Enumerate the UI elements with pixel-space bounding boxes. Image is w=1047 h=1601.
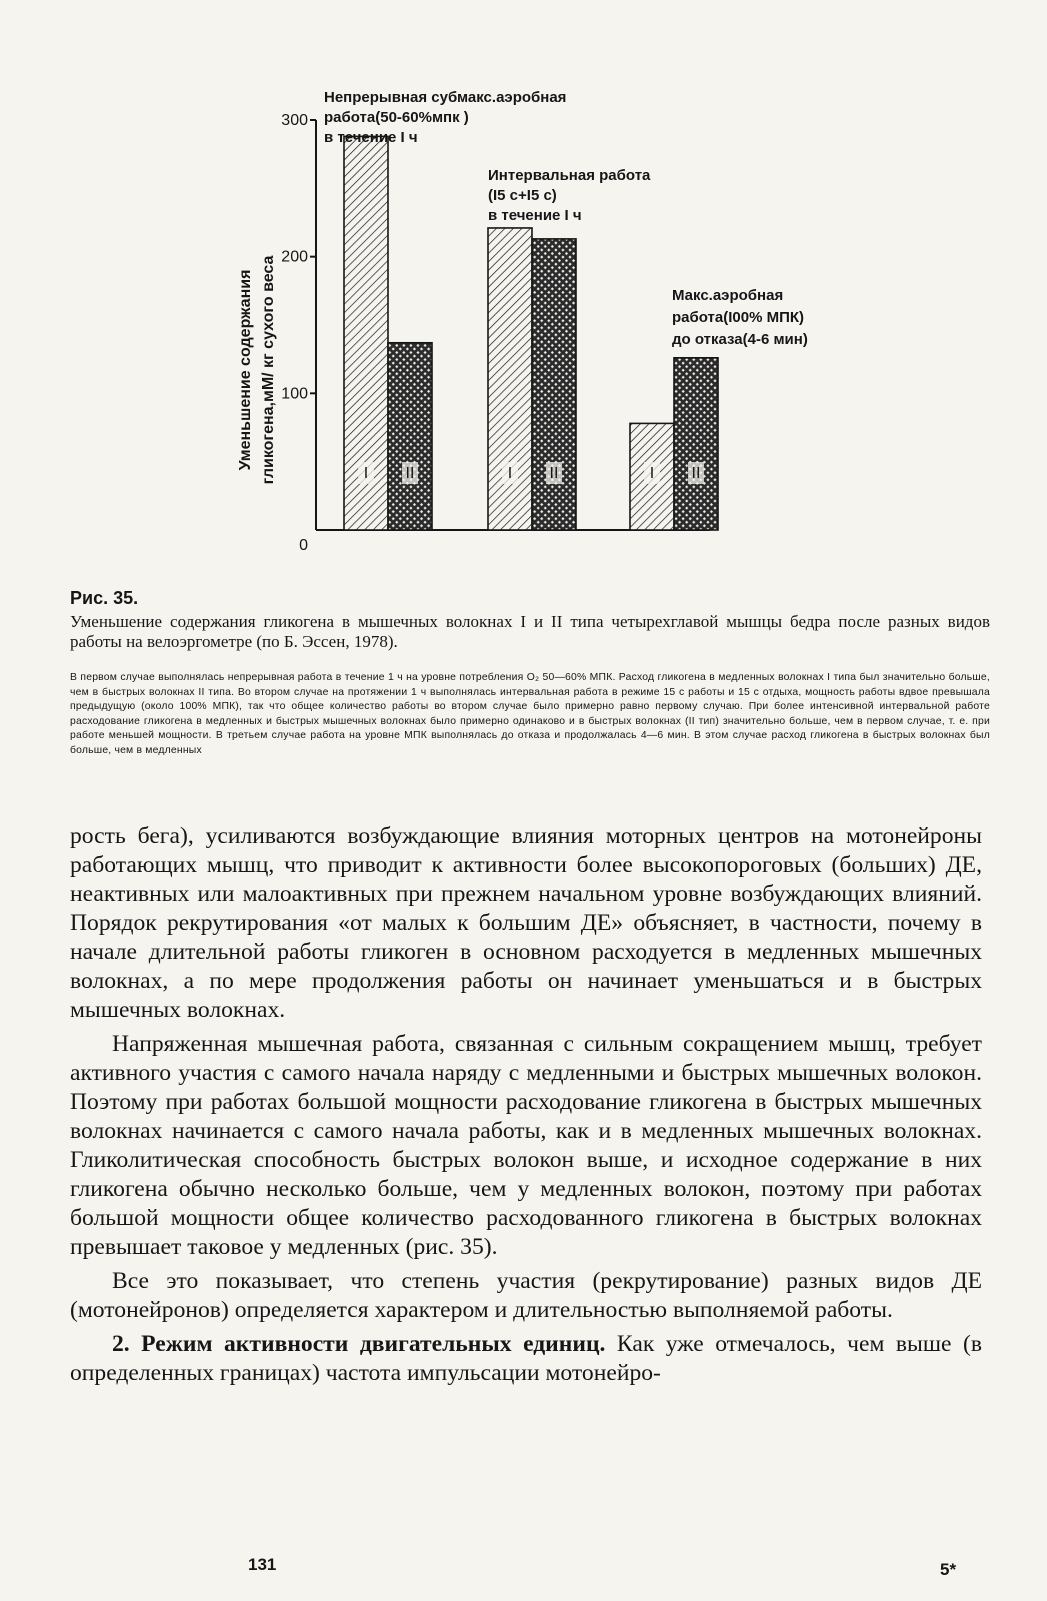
bar-type-label: I	[649, 465, 655, 482]
y-axis-label: гликогена,мМ/ кг сухого веса	[260, 255, 277, 485]
page-number: 131	[248, 1555, 277, 1574]
section-heading: 2. Режим активности двигательных единиц.	[112, 1331, 606, 1357]
condition-label-group-1: в течение I ч	[324, 129, 418, 146]
y-tick-label: 0	[299, 537, 308, 554]
condition-label-group-3: до отказа(4-6 мин)	[672, 331, 808, 348]
condition-label-group-1: Непрерывная субмакс.аэробная	[324, 89, 567, 106]
y-tick-label: 200	[281, 248, 308, 266]
condition-label-group-2: в течение I ч	[488, 207, 582, 224]
y-tick-label: 300	[281, 112, 308, 129]
figure-caption: Уменьшение содержания гликогена в мышечных волокнах I и II типа четырехглавой мышцы бедра после разных видов работы на велоэргометре (по Б. Эссен, 1978).	[70, 612, 990, 651]
glycogen-bar-chart	[220, 80, 860, 560]
condition-label-group-3: работа(I00% МПК)	[672, 309, 805, 326]
bar-type-II-group-2	[532, 239, 576, 530]
figure-number: Рис. 35.	[70, 588, 139, 608]
bar-type-label: II	[405, 465, 415, 482]
paragraph-2: Напряженная мышечная работа, связанная с сильным сокращением мышц, требует активного участия с самого начала наряду с медленными и быстрых мышечных волокон. Поэтому при работах большой мощности расходование гликогена в быстрых мышечных волокнах начинается с самого начала работы, как и в медленных мышечных волокнах. Гликолитическая способность быстрых волокон выше, и исходное содержание в них гликогена обычно несколько больше, чем у медленных волокон, поэтому при работах большой мощности общее количество расходованного гликогена в быстрых волокнах превышает таковое у медленных (рис. 35).	[70, 1031, 982, 1260]
bar-type-II-group-3	[674, 358, 718, 530]
figure-note: В первом случае выполнялась непрерывная работа в течение 1 ч на уровне потребления О₂ 50—60% МПК. Расход гликогена в медленных волокнах I типа был значительно больше, чем в быстрых волокнах II типа. Во втором случае на протяжении 1 ч выполнялась интервальная работа в режиме 15 с работы и 15 с отдыха, мощность работы вдвое превышала предыдущую (около 100% МПК), так что общее количество работы во втором случае было примерно равно первому случаю. При более интенсивной интервальной работе расходование гликогена в медленных и быстрых мышечных волокнах было примерно одинаково и в быстрых волокнах (II тип) значительно больше, чем в первом случае, т. е. при работе меньшей мощности. В третьем случае работа на уровне МПК выполнялась до отказа и продолжалась 4—6 мин. В этом случае расход гликогена в быстрых волокнах был больше, чем в медленных	[70, 672, 990, 756]
signature-mark: 5*	[940, 1560, 957, 1579]
bar-type-I-group-2	[488, 228, 532, 530]
paragraph-4-text: Как уже отмечалось, чем выше (в определенных границах) частота импульсации мотонейро-	[70, 1331, 982, 1386]
condition-label-group-1: работа(50-60%мпк )	[324, 109, 469, 126]
y-tick-label: 100	[281, 385, 308, 403]
paragraph-4	[70, 1330, 982, 1388]
bar-type-label: I	[363, 465, 369, 482]
paragraph-3: Все это показывает, что степень участия (рекрутирование) разных видов ДЕ (мотонейронов) определяется характером и длительностью выполняемой работы.	[70, 1268, 982, 1323]
bar-type-II-group-1	[388, 343, 432, 530]
bar-type-label: II	[691, 465, 701, 482]
body-text	[70, 822, 982, 1388]
bar-type-label: I	[507, 465, 513, 482]
condition-label-group-3: Макс.аэробная	[672, 287, 784, 304]
condition-label-group-2: Интервальная работа	[488, 167, 651, 184]
bar-type-label: II	[549, 465, 559, 482]
condition-label-group-2: (I5 с+I5 с)	[488, 187, 557, 204]
y-axis-label: Уменьшение содержания	[237, 269, 254, 471]
paragraph-1: рость бега), усиливаются возбуждающие влияния моторных центров на мотонейроны работающих мышц, что приводит к активности более высокопороговых (больших) ДЕ, неактивных или малоактивных при прежнем начальном уровне возбуждающих влияний. Порядок рекрутирования «от малых к большим ДЕ» объясняет, в частности, почему в начале длительной работы гликоген в основном расходуется в медленных мышечных волокнах, а по мере продолжения работы он начинает уменьшаться и в быстрых мышечных волокнах.	[70, 823, 982, 1023]
